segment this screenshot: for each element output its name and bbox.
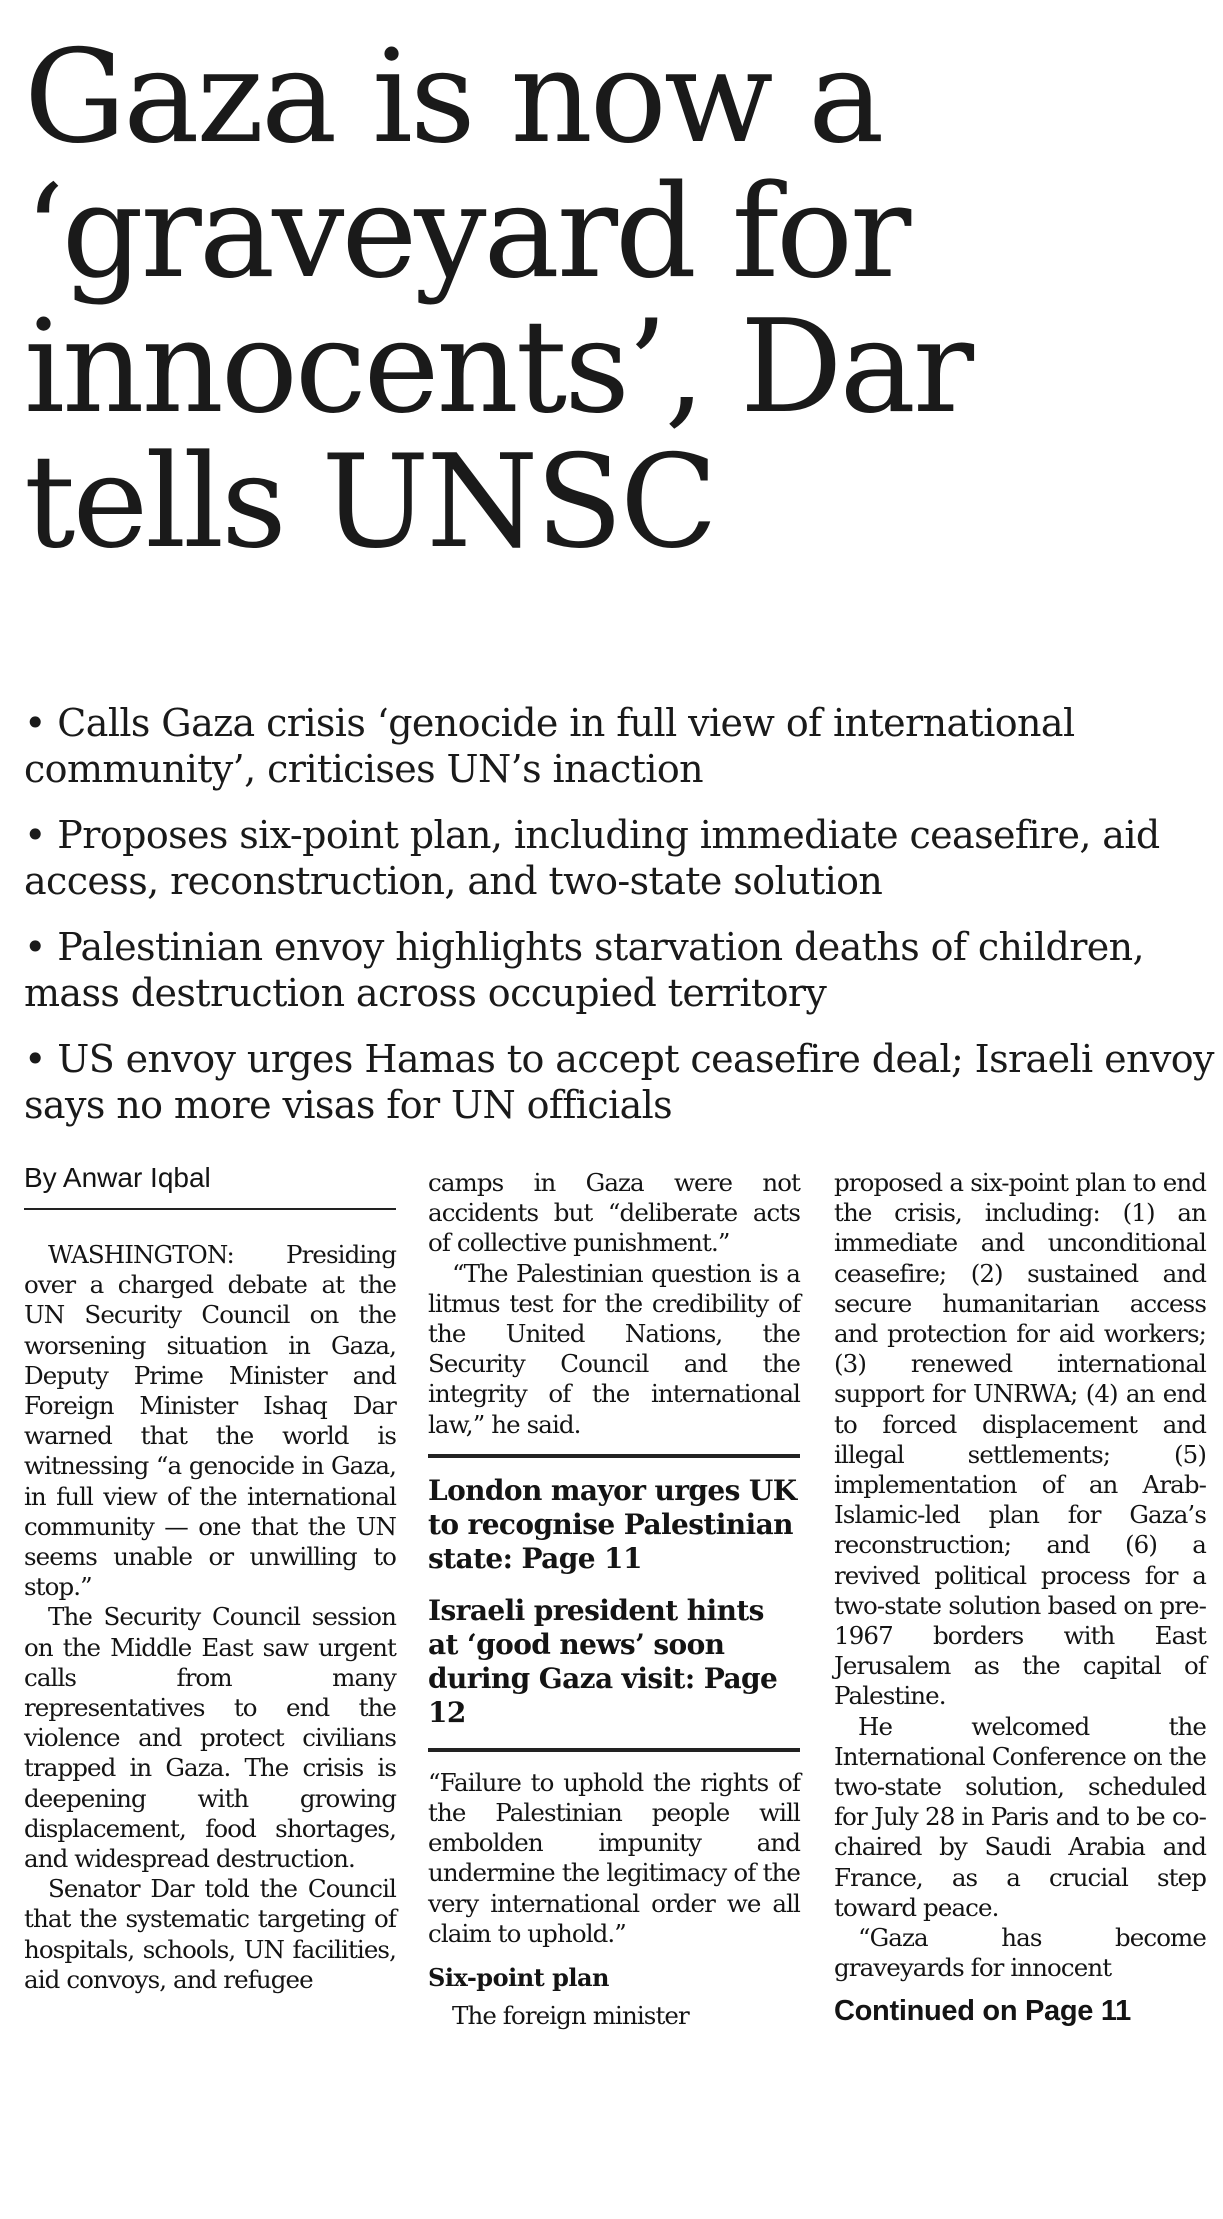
body-paragraph: camps in Gaza were not accidents but “deliberate acts of collective punishment.” (428, 1168, 800, 1258)
summary-bullet: • Calls Gaza crisis ‘genocide in full view of international community’, criticises UN’s inaction (24, 701, 1075, 791)
headline-line: ‘graveyard for (24, 158, 909, 307)
body-paragraph: proposed a six-point plan to end the crisis, including: (1) an immediate and unconditional ceasefire; (2) sustained and secure humanitarian access and protection for aid workers; (3) renewed international support for UNRWA; (4) an end to forced displacement and illegal settlements; (5) implementation of an Arab-Islamic-led plan for Gaza’s reconstruction; and (6) a revived political process for a two-state solution based on pre-1967 borders with East Jerusalem as the capital of Palestine. (834, 1168, 1206, 1711)
summary-bullet: • Palestinian envoy highlights starvation deaths of children, mass destruction across occupied territory (24, 925, 1145, 1015)
body-paragraph: He welcomed the International Conference on the two-state solution, scheduled for July 28 in Paris and to be co-chaired by Saudi Arabia and France, as a crucial step toward peace. (834, 1711, 1206, 1922)
body-paragraph: “Gaza has become graveyards for innocent (834, 1923, 1206, 1983)
article-column-3 (834, 1168, 1206, 2029)
summary-bullets (24, 700, 1214, 1148)
body-paragraph: WASHINGTON: Presiding over a charged debate at the UN Security Council on the worsening situation in Gaza, Deputy Prime Minister and Foreign Minister Ishaq Dar warned that the world is witnessing “a genocide in Gaza, in full view of the international community — one that the UN seems unable or unwilling to stop.” (24, 1240, 396, 1602)
headline-line: tells UNSC (24, 428, 715, 577)
summary-bullet: • US envoy urges Hamas to accept ceasefire deal; Israeli envoy says no more visas for UN officials (24, 1037, 1214, 1127)
body-paragraph: The Security Council session on the Middle East saw urgent calls from many representatives to end the violence and protect civilians trapped in Gaza. The crisis is deepening with growing displacement, food shortages, and widespread destruction. (24, 1602, 396, 1874)
promo-divider-bottom (428, 1748, 800, 1752)
body-paragraph: “The Palestinian question is a litmus test for the credibility of the United Nations, the Security Council and the integrity of the international law,” he said. (428, 1258, 800, 1439)
byline: By Anwar Iqbal (24, 1160, 396, 1210)
promo-link[interactable]: London mayor urges UK to recognise Palestinian state: Page 11 (428, 1473, 797, 1575)
body-paragraph: The foreign minister (452, 2001, 689, 2031)
continued-link[interactable]: Continued on Page 11 (834, 1995, 1131, 2028)
headline-line: innocents’, Dar (24, 293, 972, 442)
quote-paragraph: “Failure to uphold the rights of the Palestinian people will embolden impunity and undermine the legitimacy of the very international order we all claim to uphold.” (428, 1767, 800, 1948)
section-subhead: Six-point plan (428, 1963, 609, 1993)
body-paragraph: Senator Dar told the Council that the systematic targeting of hospitals, schools, UN facilities, aid convoys, and refugee (24, 1874, 396, 1994)
promo-link[interactable]: Israeli president hints at ‘good news’ soon during Gaza visit: Page 12 (428, 1593, 778, 1729)
promo-divider-top (428, 1454, 800, 1458)
summary-bullet: • Proposes six-point plan, including immediate ceasefire, aid access, reconstruction, and two-state solution (24, 813, 1160, 903)
headline-line: Gaza is now a (24, 23, 882, 172)
article-column-1 (24, 1160, 396, 1995)
article-column-2 (428, 1168, 800, 2031)
headline (24, 23, 1214, 577)
